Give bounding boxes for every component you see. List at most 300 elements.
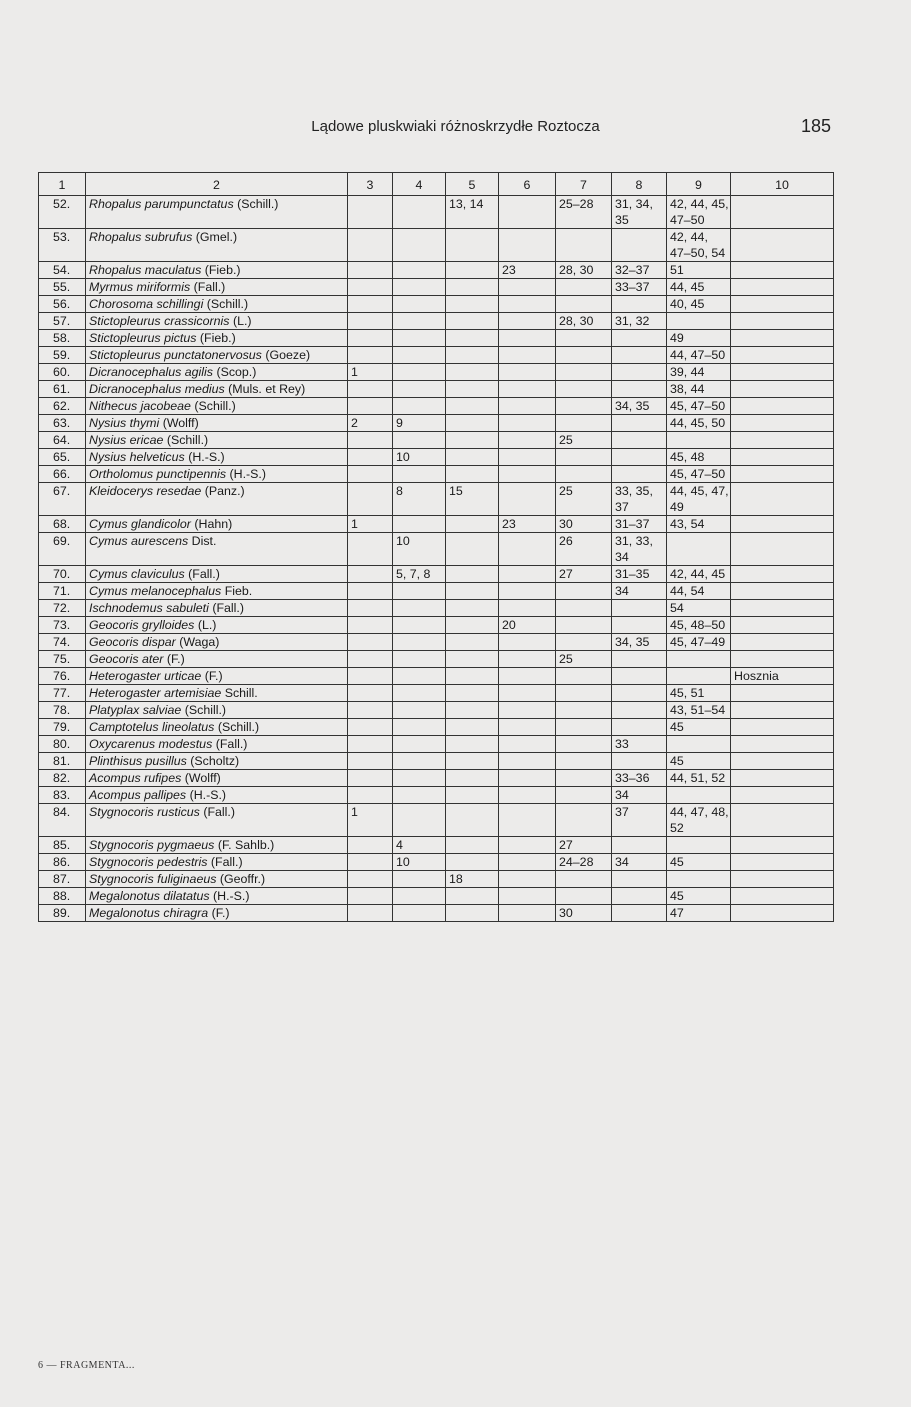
value-cell-c4: 5, 7, 8 [393,566,446,583]
species-cell [86,600,348,617]
species-author: (Schill.) [206,297,249,311]
value-cell-c8 [612,330,667,347]
row-number: 58. [39,330,86,347]
table-row [39,770,834,787]
species-table [38,172,834,922]
value-cell-c5 [446,837,499,854]
value-cell-c5 [446,787,499,804]
value-cell-c4 [393,651,446,668]
species-cell [86,483,348,516]
species-cell [86,770,348,787]
species-author: (L.) [197,618,217,632]
value-cell-c10 [731,804,834,837]
species-cell [86,262,348,279]
table-row [39,516,834,533]
row-number: 89. [39,905,86,922]
value-cell-c9: 45, 47–50 [667,398,731,415]
page-number: 185 [800,116,831,136]
table-row [39,398,834,415]
species-cell [86,566,348,583]
value-cell-c5 [446,533,499,566]
value-cell-c8: 31, 33, 34 [612,533,667,566]
species-author: (Fall.) [188,567,220,581]
value-cell-c6 [499,533,556,566]
value-cell-c7 [556,364,612,381]
species-author: (Fieb.) [204,263,241,277]
value-cell-c10 [731,296,834,313]
row-number: 71. [39,583,86,600]
page-header [0,116,911,140]
value-cell-c8: 34 [612,787,667,804]
table-row [39,685,834,702]
value-cell-c8: 31, 34, 35 [612,196,667,229]
table-row [39,888,834,905]
value-cell-c5 [446,398,499,415]
value-cell-c6 [499,854,556,871]
species-name: Acompus pallipes [89,788,187,802]
value-cell-c10 [731,753,834,770]
value-cell-c10 [731,905,834,922]
column-header: 8 [612,173,667,196]
species-cell [86,702,348,719]
value-cell-c4 [393,888,446,905]
species-name: Stictopleurus pictus [89,331,197,345]
value-cell-c5 [446,516,499,533]
species-name: Acompus rufipes [89,771,182,785]
value-cell-c9: 42, 44, 45 [667,566,731,583]
value-cell-c6 [499,229,556,262]
value-cell-c10 [731,583,834,600]
table-row [39,229,834,262]
value-cell-c6 [499,432,556,449]
species-name: Stygnocoris pygmaeus [89,838,215,852]
species-author: (Scop.) [216,365,257,379]
value-cell-c8 [612,466,667,483]
value-cell-c10 [731,736,834,753]
value-cell-c3 [348,905,393,922]
value-cell-c3 [348,196,393,229]
species-name: Ortholomus punctipennis [89,467,227,481]
value-cell-c10 [731,837,834,854]
species-author: Fieb. [224,584,253,598]
species-cell [86,617,348,634]
table-row [39,804,834,837]
table-row [39,262,834,279]
value-cell-c3 [348,533,393,566]
value-cell-c6 [499,736,556,753]
value-cell-c8: 34 [612,583,667,600]
species-cell [86,466,348,483]
species-author: (Panz.) [204,484,245,498]
value-cell-c9: 42, 44, 47–50, 54 [667,229,731,262]
value-cell-c4 [393,516,446,533]
table-row [39,279,834,296]
value-cell-c3 [348,600,393,617]
value-cell-c8 [612,871,667,888]
value-cell-c5 [446,415,499,432]
row-number: 83. [39,787,86,804]
species-name: Heterogaster urticae [89,669,202,683]
value-cell-c4 [393,702,446,719]
species-author: (Fall.) [215,737,248,751]
value-cell-c6 [499,804,556,837]
value-cell-c5: 15 [446,483,499,516]
row-number: 59. [39,347,86,364]
value-cell-c10 [731,229,834,262]
value-cell-c3 [348,634,393,651]
row-number: 63. [39,415,86,432]
species-author: (F.) [204,669,223,683]
value-cell-c7: 25 [556,651,612,668]
species-author: (F.) [211,906,230,920]
species-cell [86,651,348,668]
row-number: 79. [39,719,86,736]
value-cell-c10 [731,685,834,702]
table-row [39,871,834,888]
value-cell-c4: 8 [393,483,446,516]
value-cell-c9: 45 [667,719,731,736]
value-cell-c10 [731,279,834,296]
value-cell-c8: 31, 32 [612,313,667,330]
species-cell [86,854,348,871]
species-name: Cymus melanocephalus [89,584,222,598]
value-cell-c8: 31–35 [612,566,667,583]
value-cell-c6 [499,279,556,296]
value-cell-c9: 45, 47–50 [667,466,731,483]
row-number: 53. [39,229,86,262]
value-cell-c4: 10 [393,449,446,466]
value-cell-c4 [393,787,446,804]
value-cell-c9 [667,313,731,330]
table-row [39,719,834,736]
value-cell-c5 [446,804,499,837]
value-cell-c3 [348,787,393,804]
species-cell [86,449,348,466]
species-name: Stygnocoris pedestris [89,855,208,869]
species-author: (Geoffr.) [219,872,266,886]
species-name: Nysius thymi [89,416,160,430]
species-author: (Waga) [179,635,220,649]
value-cell-c6 [499,905,556,922]
row-number: 75. [39,651,86,668]
value-cell-c10 [731,415,834,432]
value-cell-c7 [556,398,612,415]
value-cell-c9: 44, 45, 47, 49 [667,483,731,516]
value-cell-c9: 44, 54 [667,583,731,600]
value-cell-c10 [731,330,834,347]
value-cell-c3: 2 [348,415,393,432]
table-row [39,668,834,685]
value-cell-c8 [612,651,667,668]
value-cell-c7 [556,634,612,651]
species-name: Cymus claviculus [89,567,185,581]
row-number: 61. [39,381,86,398]
value-cell-c9: 45, 51 [667,685,731,702]
value-cell-c10 [731,651,834,668]
value-cell-c9: 44, 51, 52 [667,770,731,787]
column-header: 7 [556,173,612,196]
species-name: Heterogaster artemisiae [89,686,222,700]
value-cell-c6 [499,770,556,787]
value-cell-c9 [667,668,731,685]
value-cell-c6 [499,449,556,466]
value-cell-c7 [556,617,612,634]
species-author: (Schill.) [194,399,236,413]
value-cell-c3 [348,583,393,600]
row-number: 80. [39,736,86,753]
value-cell-c9: 44, 47–50 [667,347,731,364]
value-cell-c10 [731,702,834,719]
value-cell-c8 [612,753,667,770]
species-name: Cymus aurescens [89,534,189,548]
value-cell-c4: 4 [393,837,446,854]
table-row [39,753,834,770]
value-cell-c10 [731,600,834,617]
value-cell-c3 [348,398,393,415]
value-cell-c4 [393,330,446,347]
species-author: (H.-S.) [188,450,225,464]
species-author: (Gmel.) [195,230,238,244]
value-cell-c3 [348,753,393,770]
value-cell-c9: 42, 44, 45, 47–50 [667,196,731,229]
species-name: Megalonotus chiragra [89,906,209,920]
page-footer: 6 — FRAGMENTA... [38,1360,135,1371]
value-cell-c10 [731,381,834,398]
value-cell-c10 [731,516,834,533]
value-cell-c5 [446,466,499,483]
value-cell-c5 [446,381,499,398]
row-number: 76. [39,668,86,685]
value-cell-c10 [731,787,834,804]
species-author: (Schill.) [237,197,279,211]
species-cell [86,837,348,854]
value-cell-c3 [348,668,393,685]
value-cell-c4: 9 [393,415,446,432]
table-row [39,905,834,922]
species-author: (H.-S.) [213,889,250,903]
species-author: (Wolff) [162,416,199,430]
value-cell-c10 [731,398,834,415]
table-row [39,415,834,432]
row-number: 73. [39,617,86,634]
value-cell-c4 [393,432,446,449]
table-row [39,854,834,871]
value-cell-c5 [446,229,499,262]
value-cell-c4 [393,364,446,381]
table-row [39,296,834,313]
value-cell-c8 [612,905,667,922]
value-cell-c3: 1 [348,516,393,533]
row-number: 68. [39,516,86,533]
running-title: Lądowe pluskwiaki różnoskrzydłe Roztocza [311,118,600,135]
value-cell-c6 [499,313,556,330]
value-cell-c5 [446,432,499,449]
value-cell-c10 [731,854,834,871]
value-cell-c7 [556,702,612,719]
value-cell-c6 [499,415,556,432]
species-author: (H.-S.) [189,788,227,802]
value-cell-c7 [556,770,612,787]
value-cell-c10 [731,888,834,905]
value-cell-c3 [348,330,393,347]
value-cell-c5 [446,347,499,364]
column-header: 6 [499,173,556,196]
value-cell-c9: 39, 44 [667,364,731,381]
value-cell-c8 [612,229,667,262]
value-cell-c7 [556,685,612,702]
value-cell-c8: 32–37 [612,262,667,279]
value-cell-c9: 45 [667,854,731,871]
table-row [39,787,834,804]
value-cell-c4 [393,262,446,279]
table-row [39,651,834,668]
species-cell [86,313,348,330]
value-cell-c9: 40, 45 [667,296,731,313]
value-cell-c4 [393,296,446,313]
value-cell-c8 [612,296,667,313]
value-cell-c9: 44, 45 [667,279,731,296]
row-number: 57. [39,313,86,330]
value-cell-c7 [556,871,612,888]
value-cell-c7: 30 [556,905,612,922]
table-row [39,634,834,651]
value-cell-c3 [348,719,393,736]
value-cell-c9: 38, 44 [667,381,731,398]
table-row [39,617,834,634]
value-cell-c3 [348,313,393,330]
species-author: (Fieb.) [199,331,236,345]
species-name: Platyplax salviae [89,703,182,717]
value-cell-c5 [446,313,499,330]
value-cell-c3: 1 [348,804,393,837]
value-cell-c7: 27 [556,566,612,583]
value-cell-c8 [612,432,667,449]
value-cell-c5: 13, 14 [446,196,499,229]
value-cell-c3 [348,770,393,787]
value-cell-c4 [393,634,446,651]
value-cell-c10 [731,770,834,787]
species-name: Plinthisus pusillus [89,754,187,768]
value-cell-c9: 45, 48–50 [667,617,731,634]
value-cell-c7 [556,787,612,804]
species-author: Dist. [191,534,217,548]
value-cell-c4 [393,196,446,229]
species-cell [86,432,348,449]
value-cell-c6 [499,566,556,583]
species-name: Geocoris grylloides [89,618,195,632]
table-row [39,466,834,483]
value-cell-c4 [393,770,446,787]
species-cell [86,685,348,702]
value-cell-c3 [348,432,393,449]
species-name: Megalonotus dilatatus [89,889,210,903]
row-number: 85. [39,837,86,854]
row-number: 86. [39,854,86,871]
value-cell-c3 [348,854,393,871]
species-name: Rhopalus maculatus [89,263,202,277]
value-cell-c7 [556,719,612,736]
value-cell-c5 [446,736,499,753]
value-cell-c3 [348,685,393,702]
species-cell [86,753,348,770]
row-number: 87. [39,871,86,888]
value-cell-c6 [499,787,556,804]
value-cell-c8 [612,600,667,617]
value-cell-c10 [731,466,834,483]
species-author: (F.) [166,652,185,666]
value-cell-c3 [348,566,393,583]
column-header: 5 [446,173,499,196]
species-name: Camptotelus lineolatus [89,720,215,734]
row-number: 55. [39,279,86,296]
value-cell-c6: 23 [499,262,556,279]
species-author: (Muls. et Rey) [228,382,306,396]
value-cell-c8: 37 [612,804,667,837]
table-row [39,364,834,381]
value-cell-c10 [731,533,834,566]
row-number: 64. [39,432,86,449]
column-header-row [39,173,834,196]
species-name: Stygnocoris rusticus [89,805,200,819]
row-number: 74. [39,634,86,651]
table-row [39,583,834,600]
value-cell-c7: 26 [556,533,612,566]
value-cell-c4: 10 [393,533,446,566]
species-name: Nysius ericae [89,433,164,447]
value-cell-c8 [612,668,667,685]
value-cell-c7: 28, 30 [556,313,612,330]
value-cell-c3 [348,483,393,516]
value-cell-c6 [499,398,556,415]
species-cell [86,196,348,229]
value-cell-c3 [348,888,393,905]
species-cell [86,736,348,753]
species-author: (Wolff) [184,771,221,785]
value-cell-c6 [499,600,556,617]
species-name: Oxycarenus modestus [89,737,213,751]
value-cell-c5 [446,330,499,347]
row-number: 70. [39,566,86,583]
table-row [39,313,834,330]
value-cell-c7 [556,381,612,398]
value-cell-c9: 51 [667,262,731,279]
species-cell [86,668,348,685]
value-cell-c8 [612,702,667,719]
row-number: 67. [39,483,86,516]
species-author: (Schill.) [166,433,209,447]
species-cell [86,583,348,600]
value-cell-c6 [499,466,556,483]
value-cell-c3 [348,466,393,483]
value-cell-c9: 45 [667,888,731,905]
value-cell-c3 [348,871,393,888]
value-cell-c8: 31–37 [612,516,667,533]
value-cell-c4 [393,398,446,415]
value-cell-c5: 18 [446,871,499,888]
table-row [39,566,834,583]
table-row [39,196,834,229]
row-number: 88. [39,888,86,905]
value-cell-c8 [612,617,667,634]
value-cell-c5 [446,753,499,770]
row-number: 60. [39,364,86,381]
species-cell [86,347,348,364]
value-cell-c7: 30 [556,516,612,533]
value-cell-c6 [499,871,556,888]
value-cell-c6 [499,888,556,905]
table-row [39,330,834,347]
row-number: 72. [39,600,86,617]
